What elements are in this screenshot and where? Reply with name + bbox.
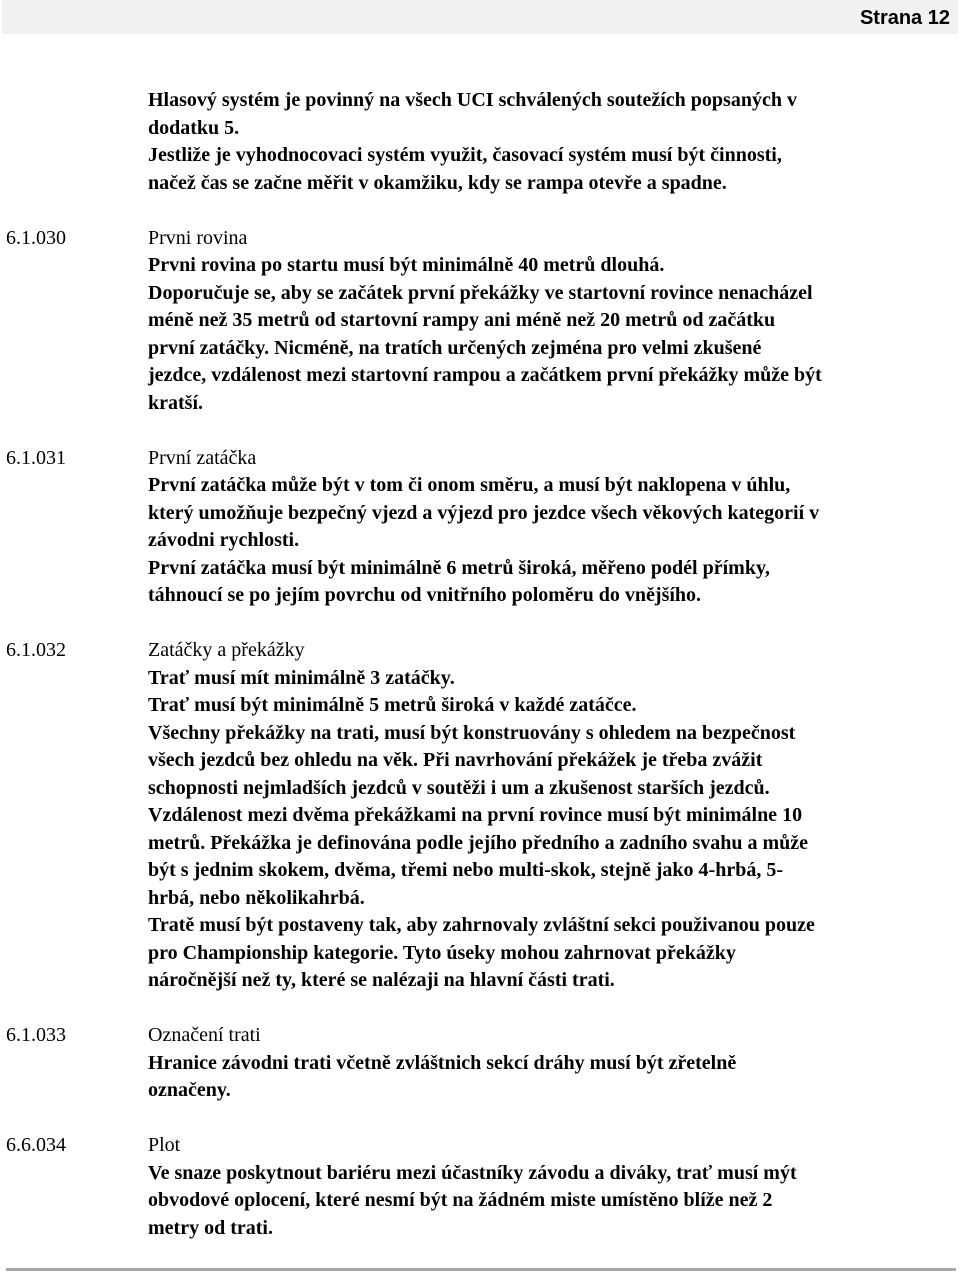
section-number: 6.1.032 bbox=[6, 639, 66, 661]
paragraph-line: všech jezdců bez ohledu na věk. Při navrhování překážek je třeba zvážit bbox=[148, 749, 763, 771]
paragraph-line: obvodové oplocení, které nesmí být na žádném miste umístěno blíže než 2 bbox=[148, 1189, 773, 1211]
paragraph-line: táhnoucí se po jejím povrchu od vnitřního poloměru do vnějšího. bbox=[148, 584, 702, 606]
footer-divider bbox=[6, 1268, 956, 1271]
paragraph-line: Hranice závodni trati včetně zvláštnich sekcí dráhy musí být zřetelně bbox=[148, 1051, 737, 1074]
intro-paragraph bbox=[148, 87, 948, 197]
paragraph-line: Ve snaze poskytnout bariéru mezi účastníky závodu a diváky, trať musí mýt bbox=[148, 1161, 797, 1184]
paragraph-line: metrů. Překážka je definována podle jejího předního a zadního svahu a může bbox=[148, 831, 809, 854]
spacer bbox=[0, 1105, 960, 1133]
section-title: Zatáčky a překážky bbox=[148, 639, 305, 661]
paragraph-line: schopnosti nejmladších jezdců v soutěži i um a zkušenost starších jezdců. bbox=[148, 776, 770, 799]
section-6-1-031 bbox=[0, 445, 960, 610]
section-title: Označení trati bbox=[148, 1024, 261, 1046]
section-body bbox=[148, 225, 948, 418]
paragraph-line: načež čas se začne měřit v okamžiku, kdy se rampa otevře a spadne. bbox=[148, 171, 727, 194]
paragraph-line: Doporučuje se, aby se začátek první překážky ve startovní rovince nenacházel bbox=[148, 281, 813, 304]
section-6-6-034 bbox=[0, 1132, 960, 1242]
page-header bbox=[2, 0, 958, 34]
paragraph-line: Vzdálenost mezi dvěma překážkami na první rovince musí být minimálne 10 bbox=[148, 804, 803, 826]
page-number: Strana 12 bbox=[859, 7, 950, 29]
spacer bbox=[0, 197, 960, 225]
section-body bbox=[148, 1132, 948, 1242]
paragraph-line: kratší. bbox=[148, 391, 203, 414]
section-title: Prvni rovina bbox=[148, 226, 248, 249]
section-6-1-033 bbox=[0, 1022, 960, 1105]
paragraph-line: dodatku 5. bbox=[148, 116, 240, 139]
paragraph-line: pro Championship kategorie. Tyto úseky mohou zahrnovat překážky bbox=[148, 941, 736, 964]
section-body bbox=[148, 637, 948, 995]
paragraph-line: Trať musí být minimálně 5 metrů široká v každé zatáčce. bbox=[148, 694, 637, 716]
paragraph-line: první zatáčky. Nicméně, na tratích určených zejména pro velmi zkušené bbox=[148, 336, 762, 359]
spacer bbox=[0, 995, 960, 1023]
paragraph-line: závodni rychlosti. bbox=[148, 529, 300, 551]
section-body bbox=[148, 445, 948, 610]
spacer bbox=[0, 610, 960, 638]
paragraph-line: metry od trati. bbox=[148, 1216, 273, 1239]
paragraph-line: jezdce, vzdálenost mezi startovní rampou a začátkem první překážky může být bbox=[148, 364, 822, 386]
section-number: 6.6.034 bbox=[6, 1134, 66, 1156]
paragraph-line: hrbá, nebo několikahrbá. bbox=[148, 886, 365, 909]
section-number: 6.1.030 bbox=[6, 226, 66, 249]
paragraph-line: Jestliže je vyhodnocovaci systém využit, časovací systém musí být činnosti, bbox=[148, 144, 782, 166]
paragraph-line: Prvni rovina po startu musí být minimálně 40 metrů dlouhá. bbox=[148, 254, 665, 276]
paragraph-line: První zatáčka musí být minimálně 6 metrů široká, měřeno podél přímky, bbox=[148, 556, 770, 579]
document-body bbox=[0, 87, 960, 1242]
paragraph-line: První zatáčka může být v tom či onom směru, a musí být naklopena v úhlu, bbox=[148, 474, 791, 496]
section-number: 6.1.033 bbox=[6, 1024, 66, 1046]
section-6-1-032 bbox=[0, 637, 960, 995]
paragraph-line: méně než 35 metrů od startovní rampy ani méně než 20 metrů od začátku bbox=[148, 309, 776, 331]
paragraph-line: Tratě musí být postaveny tak, aby zahrnovaly zvláštní sekci použivanou pouze bbox=[148, 914, 815, 936]
paragraph-line: náročnější než ty, které se nalézaji na hlavní části trati. bbox=[148, 969, 615, 991]
paragraph-line: být s jednim skokem, dvěma, třemi nebo multi-skok, stejně jako 4-hrbá, 5- bbox=[148, 859, 783, 881]
section-body bbox=[148, 1022, 948, 1105]
section-title: První zatáčka bbox=[148, 446, 257, 469]
paragraph-line: Hlasový systém je povinný na všech UCI schválených soutežích popsaných v bbox=[148, 89, 797, 111]
paragraph-line: Všechny překážky na trati, musí být konstruovány s ohledem na bezpečnost bbox=[148, 721, 796, 744]
paragraph-line: který umožňuje bezpečný vjezd a výjezd pro jezdce všech věkových kategorií v bbox=[148, 501, 820, 524]
paragraph-line: Trať musí mít minimálně 3 zatáčky. bbox=[148, 666, 455, 689]
section-title: Plot bbox=[148, 1134, 181, 1156]
section-number: 6.1.031 bbox=[6, 446, 66, 469]
spacer bbox=[0, 417, 960, 445]
section-6-1-030 bbox=[0, 225, 960, 418]
paragraph-line: označeny. bbox=[148, 1079, 231, 1101]
